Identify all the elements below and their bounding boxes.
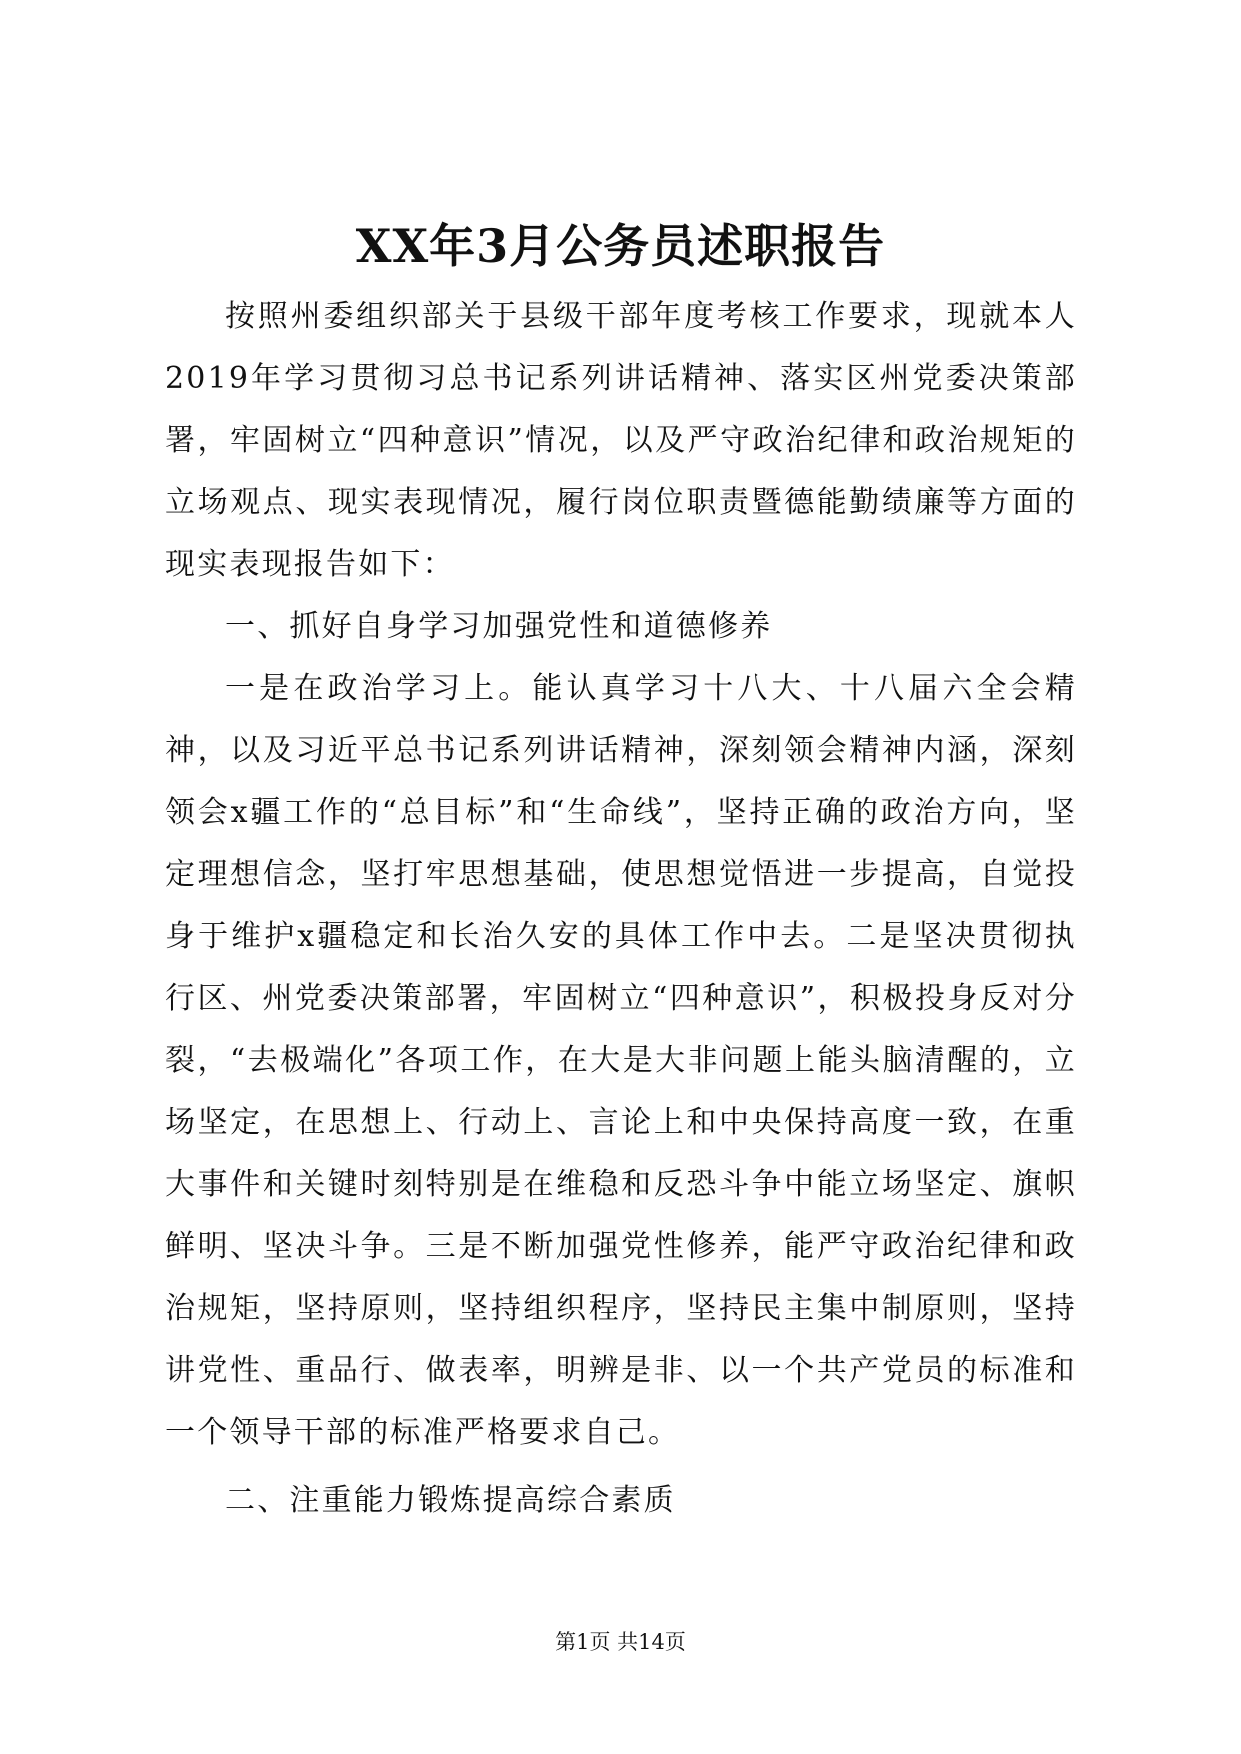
page-title: XX年3月公务员述职报告 — [355, 219, 886, 273]
page-footer: 第1页 共14页 — [555, 1630, 686, 1654]
document-body — [165, 286, 1077, 1532]
section-heading-2: 二、注重能力锻炼提高综合素质 — [225, 1483, 676, 1518]
intro-paragraph: 按照州委组织部关于县级干部年度考核工作要求，现就本人2019年学习贯彻习总书记系列讲话精神、落实区州党委决策部署，牢固树立“四种意识”情况，以及严守政治纪律和政治规矩的立场观点、现实表现情况，履行岗位职责暨德能勤绩廉等方面的现实表现报告如下： — [165, 299, 1077, 582]
section-heading-1: 一、抓好自身学习加强党性和道德修养 — [225, 609, 773, 644]
section-1-paragraph: 一是在政治学习上。能认真学习十八大、十八届六全会精神，以及习近平总书记系列讲话精神，深刻领会精神内涵，深刻领会x疆工作的“总目标”和“生命线”，坚持正确的政治方向，坚定理想信念，坚打牢思想基础，使思想觉悟进一步提高，自觉投身于维护x疆稳定和长治久安的具体工作中去。二是坚决贯彻执行区、州党委决策部署，牢固树立“四种意识”，积极投身反对分裂，“去极端化”各项工作，在大是大非问题上能头脑清醒的，立场坚定，在思想上、行动上、言论上和中央保持高度一致，在重大事件和关键时刻特别是在维稳和反恐斗争中能立场坚定、旗帜鲜明、坚决斗争。三是不断加强党性修养，能严守政治纪律和政治规矩，坚持原则，坚持组织程序，坚持民主集中制原则，坚持讲党性、重品行、做表率，明辨是非、以一个共产党员的标准和一个领导干部的标准严格要求自己。 — [165, 671, 1077, 1450]
